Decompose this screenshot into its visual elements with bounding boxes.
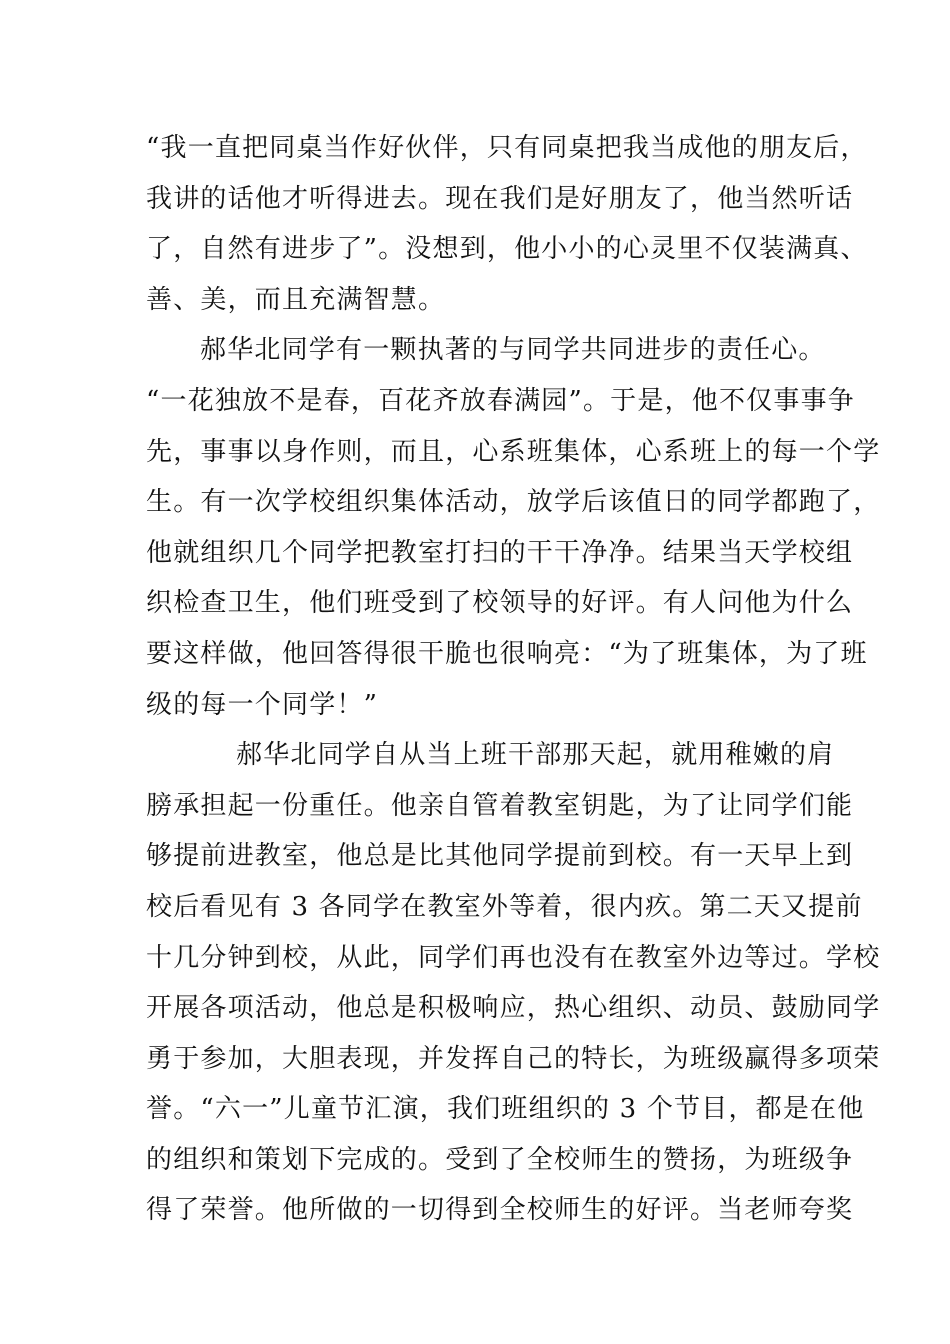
text-line: 我讲的话他才听得进去。现在我们是好朋友了，他当然听话	[146, 183, 854, 214]
paragraph-start-line: 郝华北同学有一颗执著的与同学共同进步的责任心。	[200, 335, 826, 366]
text-line: 勇于参加，大胆表现，并发挥自己的特长，为班级赢得多项荣	[146, 1043, 881, 1074]
text-line: “我一直把同桌当作好伙伴，只有同桌把我当成他的朋友后，	[146, 133, 868, 163]
text-line: 了，自然有进步了”。没想到，他小小的心灵里不仅装满真、	[146, 234, 868, 265]
body-text	[146, 128, 881, 1241]
text-line: 织检查卫生，他们班受到了校领导的好评。有人问他为什么	[146, 588, 854, 619]
text-line: 够提前进教室，他总是比其他同学提前到校。有一天早上到	[146, 841, 854, 872]
paragraph-start-line: 郝华北同学自从当上班干部那天起，就用稚嫩的肩	[236, 740, 835, 771]
text-line: 要这样做，他回答得很干脆也很响亮：“为了班集体，为了班	[146, 638, 868, 669]
text-line: 得了荣誉。他所做的一切得到全校师生的好评。当老师夸奖	[146, 1195, 854, 1226]
text-line: 他就组织几个同学把教室打扫的干干净净。结果当天学校组	[146, 537, 854, 568]
text-line: 级的每一个同学！”	[146, 689, 379, 720]
text-line: 膀承担起一份重任。他亲自管着教室钥匙，为了让同学们能	[146, 790, 854, 821]
text-line: 誉。“六一”儿童节汇演，我们班组织的 3 个节目，都是在他	[146, 1094, 865, 1125]
text-line: 生。有一次学校组织集体活动，放学后该值日的同学都跑了，	[146, 487, 881, 518]
text-line: 十几分钟到校，从此，同学们再也没有在教室外边等过。学校	[146, 942, 881, 973]
text-line: 善、美，而且充满智慧。	[146, 284, 446, 315]
text-line: 开展各项活动，他总是积极响应，热心组织、动员、鼓励同学	[146, 993, 881, 1024]
text-line: 的组织和策划下完成的。受到了全校师生的赞扬，为班级争	[146, 1144, 854, 1175]
text-line: 先，事事以身作则，而且，心系班集体，心系班上的每一个学	[146, 436, 881, 467]
text-line: “一花独放不是春，百花齐放春满园”。于是，他不仅事事争	[146, 385, 855, 416]
text-line: 校后看见有 3 各同学在教室外等着，很内疚。第二天又提前	[146, 891, 863, 922]
